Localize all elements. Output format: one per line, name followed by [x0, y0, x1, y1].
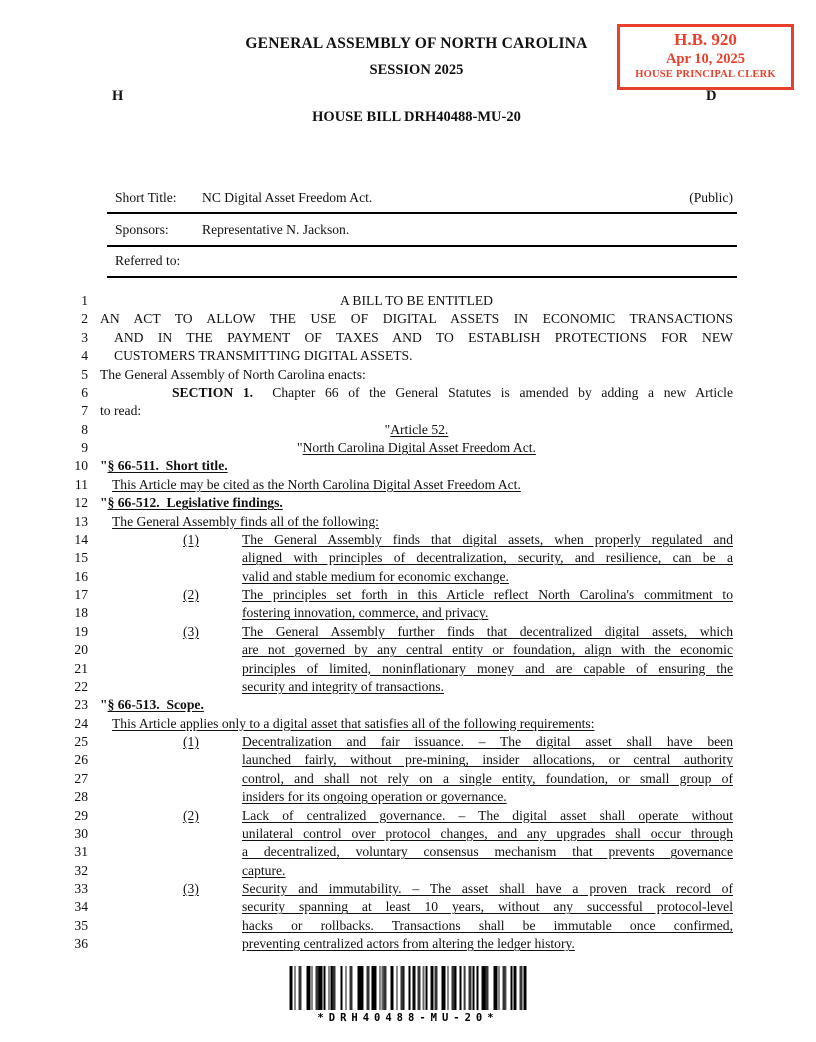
text-segment: " [100, 697, 108, 713]
text-segment: Decentralization and fair issuance. – The digital asset shall have been [242, 734, 733, 749]
bill-line [55, 513, 733, 531]
text-segment: The principles set forth in this Article reflect North Carolina's commitment to [242, 587, 733, 602]
line-number: 4 [81, 348, 88, 364]
line-number: 32 [74, 862, 88, 878]
bill-line [55, 935, 733, 953]
bill-line [55, 733, 733, 751]
text-segment: insiders for its ongoing operation or governance. [242, 789, 507, 805]
bill-line [55, 880, 733, 898]
line-content [100, 549, 733, 567]
text-segment: launched fairly, without pre-mining, insider allocations, or central authority [242, 752, 733, 768]
text-segment: valid and stable medium for economic exchange. [242, 568, 509, 584]
line-content [100, 678, 733, 696]
bill-body [55, 292, 733, 954]
bill-line [55, 660, 733, 678]
text-segment: security and integrity of transactions. [242, 678, 444, 694]
bill-line [55, 825, 733, 843]
line-content [100, 733, 733, 751]
bill-line [55, 696, 733, 714]
bill-line [55, 439, 733, 457]
text-segment: unilateral control over protocol changes, and any upgrades shall occur through [242, 825, 733, 841]
bill-line [55, 770, 733, 788]
stamp-date: Apr 10, 2025 [665, 51, 746, 67]
short-title-value: NC Digital Asset Freedom Act. [202, 190, 373, 205]
table-row [107, 214, 737, 247]
line-content [100, 660, 733, 678]
line-content [100, 329, 733, 347]
item-text [242, 660, 733, 678]
text-segment: fostering innovation, commerce, and privacy. [242, 605, 489, 621]
line-number: 22 [74, 678, 88, 694]
text-segment: This Article may be cited as the North Carolina Digital Asset Freedom Act. [112, 476, 521, 492]
line-number: 23 [74, 697, 88, 713]
barcode-text: *DRH40488-MU-20* [317, 1012, 499, 1024]
line-number: 13 [74, 513, 88, 529]
item-marker: (3) [183, 623, 199, 639]
bill-line [55, 402, 733, 420]
line-content [100, 770, 733, 788]
assembly-title: GENERAL ASSEMBLY OF NORTH CAROLINA [245, 35, 588, 52]
bill-line [55, 476, 733, 494]
text-segment: The General Assembly further finds that decentralized digital assets, which [242, 623, 733, 639]
text-segment: " [100, 458, 108, 474]
clerk-stamp [617, 24, 794, 90]
bill-line [55, 715, 733, 733]
item-text [242, 880, 733, 898]
line-number: 27 [74, 770, 88, 786]
text-segment: principles of limited, noninflationary money and are capable of ensuring the [242, 660, 733, 676]
line-content [100, 586, 733, 604]
item-text [242, 531, 733, 549]
line-content [100, 366, 733, 384]
bill-line [55, 347, 733, 365]
line-content [100, 880, 733, 898]
item-text [242, 770, 733, 788]
text-segment: security spanning at least 10 years, without any successful protocol-level [242, 899, 733, 915]
line-content [100, 862, 733, 880]
line-number: 2 [81, 311, 88, 327]
bill-line [55, 586, 733, 604]
line-content [100, 751, 733, 769]
text-segment: hacks or rollbacks. Transactions shall be immutable once confirmed, [242, 917, 733, 933]
item-text [242, 788, 733, 806]
table-row [107, 247, 737, 278]
text-segment: to read: [100, 403, 142, 419]
item-text [242, 807, 733, 825]
stamp-office: HOUSE PRINCIPAL CLERK [635, 69, 776, 80]
line-content [100, 788, 733, 806]
line-number: 14 [74, 531, 88, 547]
item-marker: (2) [183, 807, 199, 823]
line-number: 29 [74, 807, 88, 823]
bill-line [55, 421, 733, 439]
text-segment: The General Assembly of North Carolina enacts: [100, 366, 366, 382]
line-content [100, 513, 733, 531]
bill-line [55, 678, 733, 696]
line-number: 21 [74, 660, 88, 676]
line-number: 7 [81, 403, 88, 419]
item-text [242, 641, 733, 659]
line-number: 25 [74, 734, 88, 749]
text-segment: preventing centralized actors from altering the ledger history. [242, 936, 575, 952]
item-text [242, 862, 733, 880]
text-segment: § 66-512. Legislative findings. [107, 495, 283, 511]
line-number: 35 [74, 917, 88, 933]
text-segment: are not governed by any central entity or foundation, align with the economic [242, 642, 733, 658]
public-flag: (Public) [689, 190, 733, 205]
line-number: 8 [81, 421, 88, 437]
item-text [242, 678, 733, 696]
line-content [100, 696, 733, 714]
bill-line [55, 807, 733, 825]
line-number: 28 [74, 789, 88, 805]
bill-line [55, 366, 733, 384]
text-segment: Chapter 66 of the General Statutes is amended by adding a new Article [253, 384, 733, 400]
line-content [100, 457, 733, 475]
item-marker: (1) [183, 734, 199, 749]
line-content [100, 935, 733, 953]
barcode [290, 966, 527, 1024]
item-text [242, 898, 733, 916]
line-content [100, 641, 733, 659]
bill-line [55, 531, 733, 549]
text-segment: North Carolina Digital Asset Freedom Act. [302, 440, 536, 455]
chamber-d-label: D [706, 88, 717, 104]
line-content [100, 898, 733, 916]
chamber-h-label: H [112, 88, 124, 104]
text-segment: capture. [242, 862, 286, 878]
sponsors-value: Representative N. Jackson. [202, 222, 350, 237]
line-number: 3 [81, 329, 88, 345]
bill-line [55, 623, 733, 641]
line-number: 33 [74, 881, 88, 896]
line-content [100, 402, 733, 420]
referred-to-label: Referred to: [115, 253, 181, 268]
line-content [100, 292, 733, 310]
line-number: 15 [74, 550, 88, 566]
line-number: 18 [74, 605, 88, 621]
bill-line [55, 329, 733, 347]
line-content [100, 715, 733, 733]
line-content [100, 917, 733, 935]
text-segment: a decentralized, voluntary consensus mechanism that prevents governance [242, 844, 733, 860]
line-content [100, 384, 733, 402]
line-content [100, 531, 733, 549]
bill-line [55, 641, 733, 659]
item-text [242, 751, 733, 769]
line-number: 31 [74, 844, 88, 860]
item-text [242, 935, 733, 953]
bill-line [55, 549, 733, 567]
item-text [242, 549, 733, 567]
text-segment: The General Assembly finds all of the following: [112, 513, 379, 529]
line-number: 17 [74, 587, 88, 602]
line-number: 26 [74, 752, 88, 768]
bill-line [55, 751, 733, 769]
line-number: 10 [74, 458, 88, 474]
line-number: 19 [74, 623, 88, 639]
line-number: 11 [74, 476, 88, 492]
barcode-bars-image [290, 966, 527, 1010]
line-content [100, 604, 733, 622]
line-number: 1 [81, 293, 88, 308]
line-content [100, 825, 733, 843]
text-segment: The General Assembly finds that digital assets, when properly regulated and [242, 531, 733, 547]
bill-line [55, 843, 733, 861]
table-row [107, 178, 737, 214]
bill-line [55, 292, 733, 310]
line-content [100, 807, 733, 825]
text-segment: AN ACT TO ALLOW THE USE OF DIGITAL ASSETS IN ECONOMIC TRANSACTIONS [100, 311, 733, 327]
item-marker: (1) [183, 531, 199, 547]
text-segment: Lack of centralized governance. – The digital asset shall operate without [242, 807, 733, 823]
text-segment: CUSTOMERS TRANSMITTING DIGITAL ASSETS. [114, 348, 413, 364]
line-number: 20 [74, 642, 88, 658]
item-text [242, 825, 733, 843]
text-segment: § 66-511. Short title. [107, 458, 228, 474]
text-segment: " [297, 440, 303, 455]
line-content [100, 347, 733, 365]
line-content [100, 843, 733, 861]
item-text [242, 604, 733, 622]
bill-info-table [107, 178, 737, 278]
text-segment: § 66-513. Scope. [107, 697, 204, 713]
line-number: 34 [74, 899, 88, 915]
text-segment: AND IN THE PAYMENT OF TAXES AND TO ESTABLISH PROTECTIONS FOR NEW [114, 329, 733, 345]
line-number: 30 [74, 825, 88, 841]
stamp-bill-number: H.B. 920 [674, 30, 737, 49]
line-number: 5 [81, 366, 88, 382]
item-text [242, 733, 733, 751]
text-segment: aligned with principles of decentralization, security, and resilience, can be a [242, 550, 733, 566]
text-segment: This Article applies only to a digital asset that satisfies all of the following requirements: [112, 715, 595, 731]
line-content [100, 476, 733, 494]
line-content [100, 494, 733, 512]
short-title-label: Short Title: [115, 190, 177, 205]
text-segment: SECTION 1. [172, 384, 254, 400]
line-content [100, 623, 733, 641]
text-segment: A BILL TO BE ENTITLED [339, 293, 494, 308]
line-number: 16 [74, 568, 88, 584]
bill-line [55, 898, 733, 916]
text-segment: " [100, 495, 108, 511]
bill-line [55, 862, 733, 880]
bill-line [55, 310, 733, 328]
text-segment: " [384, 421, 391, 437]
session-title: SESSION 2025 [369, 62, 464, 78]
line-number: 12 [74, 495, 88, 511]
line-number: 6 [81, 384, 88, 400]
bill-line [55, 384, 733, 402]
line-number: 24 [74, 715, 88, 731]
line-content [100, 310, 733, 328]
bill-line [55, 568, 733, 586]
bill-line [55, 604, 733, 622]
item-text [242, 623, 733, 641]
item-text [242, 568, 733, 586]
line-content [100, 421, 733, 439]
text-segment: Security and immutability. – The asset shall have a proven track record of [242, 881, 733, 896]
line-content [100, 568, 733, 586]
line-number: 9 [81, 440, 88, 455]
item-text [242, 586, 733, 604]
item-text [242, 917, 733, 935]
item-text [242, 843, 733, 861]
sponsors-label: Sponsors: [115, 222, 169, 237]
house-bill-number: HOUSE BILL DRH40488-MU-20 [312, 109, 521, 125]
bill-line [55, 457, 733, 475]
bill-line [55, 917, 733, 935]
bill-line [55, 788, 733, 806]
line-number: 36 [74, 936, 88, 952]
bill-line [55, 494, 733, 512]
text-segment: control, and shall not rely on a single entity, foundation, or small group of [242, 770, 733, 786]
text-segment: Article 52. [390, 421, 449, 437]
line-content [100, 439, 733, 457]
item-marker: (2) [183, 587, 199, 602]
item-marker: (3) [183, 881, 199, 896]
